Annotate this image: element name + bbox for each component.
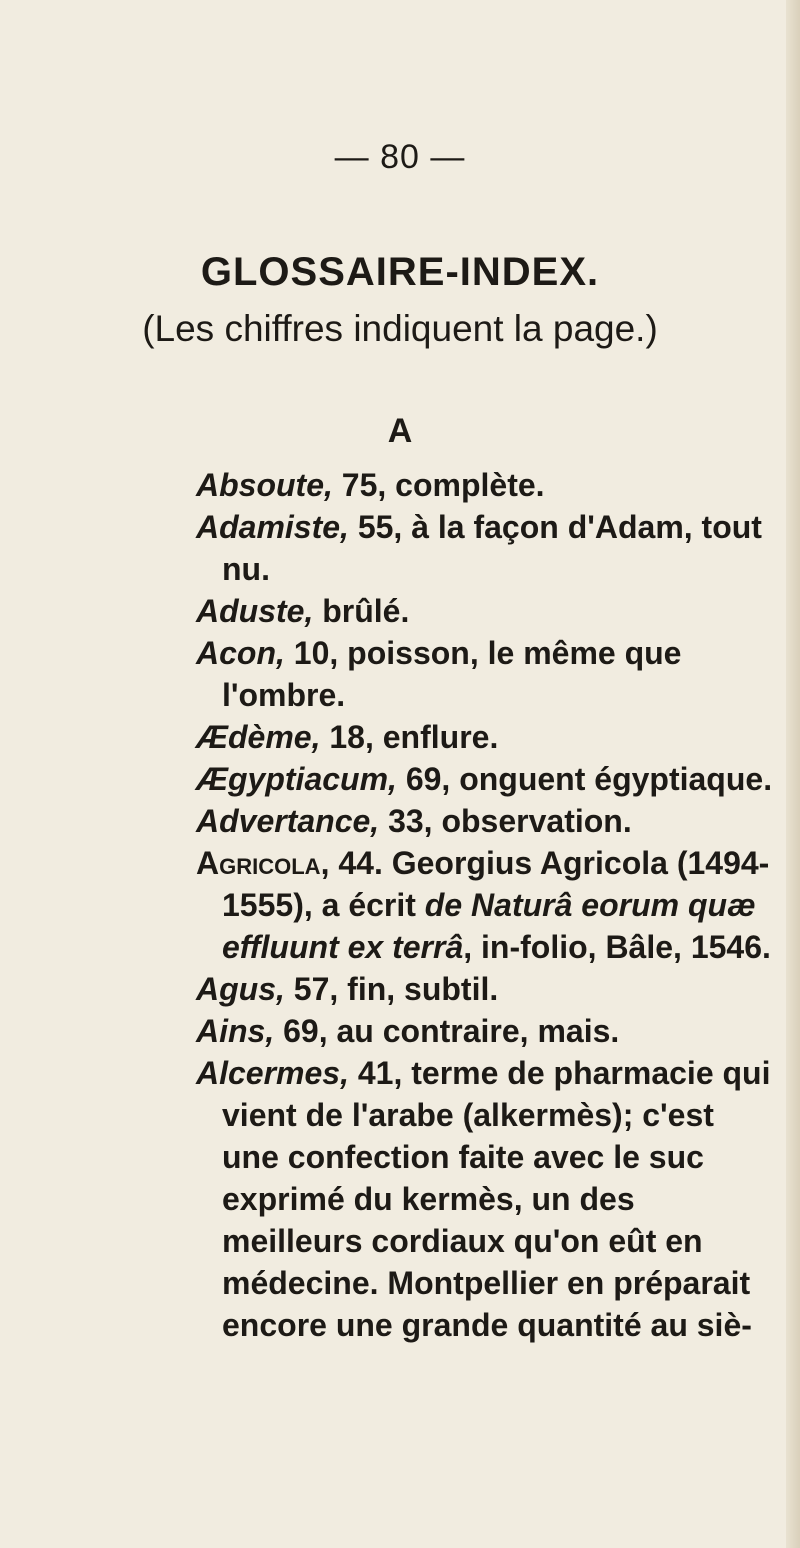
entry-definition-end: , in-folio, Bâle, 1546. [463, 929, 771, 965]
glossary-entry-acon [196, 632, 776, 716]
page-edge [786, 0, 800, 1548]
entry-definition: 69, onguent égyptiaque. [396, 761, 773, 797]
entry-definition: 75, complète. [332, 467, 545, 503]
entry-headword: Alcermes, [196, 1055, 349, 1091]
entry-definition: brûlé. [313, 593, 410, 629]
entry-headword: Absoute, [196, 467, 333, 503]
glossary-entry-agus [196, 968, 776, 1010]
entry-definition: 57, fin, subtil. [284, 971, 499, 1007]
glossary-entry-aegyptiacum [196, 758, 776, 800]
section-letter: A [387, 412, 413, 450]
glossary-entry-adamiste [196, 506, 776, 590]
entry-definition: 41, terme de pharmacie qui vient de l'arabe (alkermès); c'est une confection faite avec le suc exprimé du kermès, un des meilleurs cordiaux qu'on eût en médecine. Montpellier en préparait encore une grande quantité au siè- [222, 1055, 771, 1343]
glossary-entry-ains [196, 1010, 776, 1052]
entry-headword: Agus, [196, 971, 285, 1007]
entry-headword: Ægyptiacum, [196, 761, 397, 797]
glossary-entry-agricola [196, 842, 776, 968]
entry-headword: Ædème, [196, 719, 321, 755]
entry-definition: 10, poisson, le même que l'ombre. [222, 635, 682, 713]
glossary-entry-aedeme [196, 716, 776, 758]
entry-book-title: de Naturâ eorum quæ effluunt ex terrâ [222, 887, 756, 965]
page-title: GLOSSAIRE-INDEX. [200, 250, 600, 294]
entry-definition: 18, enflure. [320, 719, 499, 755]
glossary-entries [196, 464, 776, 1346]
entry-headword: Advertance, [196, 803, 380, 839]
entry-definition: , 44. Georgius Agricola (1494-1555), a écrit [222, 845, 770, 923]
entry-headword: Adamiste, [196, 509, 349, 545]
glossary-entry-advertance [196, 800, 776, 842]
entry-definition: 69, au contraire, mais. [274, 1013, 620, 1049]
glossary-entry-aduste [196, 590, 776, 632]
glossary-entry-absoute [196, 464, 776, 506]
entry-headword: Ains, [196, 1013, 275, 1049]
glossary-entry-alcermes [196, 1052, 776, 1346]
entry-headword: Aduste, [196, 593, 314, 629]
entry-definition: 55, à la façon d'Adam, tout nu. [222, 509, 762, 587]
page-subtitle: (Les chiffres indiquent la page.) [142, 308, 658, 349]
page-number: — 80 — [334, 138, 466, 176]
entry-headword: Acon, [196, 635, 285, 671]
entry-definition: 33, observation. [379, 803, 632, 839]
entry-headword: Agricola [196, 845, 321, 881]
